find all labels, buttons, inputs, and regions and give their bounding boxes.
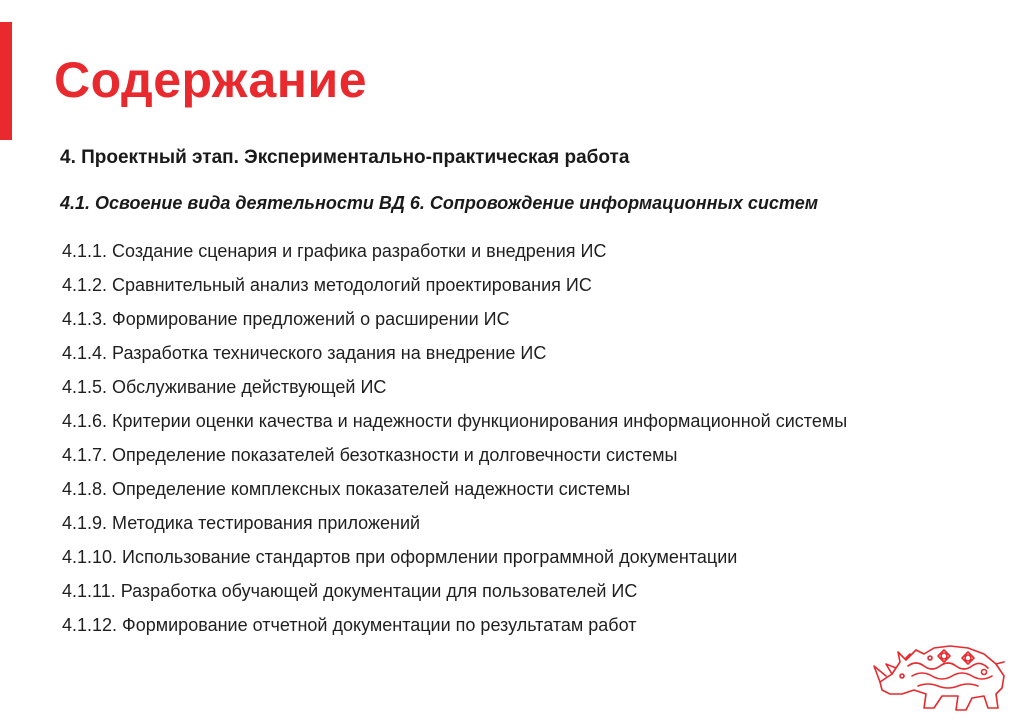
contents-item: 4.1.6. Критерии оценки качества и надежности функционирования информационной системы [62, 411, 848, 431]
contents-item: 4.1.11. Разработка обучающей документации для пользователей ИС [62, 581, 638, 601]
contents-item: 4.1.2. Сравнительный анализ методологий проектирования ИС [62, 275, 592, 295]
contents-item: 4.1.10. Использование стандартов при оформлении программной документации [62, 547, 738, 567]
accent-bar [0, 22, 12, 140]
contents-list [62, 234, 847, 642]
contents-item: 4.1.5. Обслуживание действующей ИС [62, 377, 387, 397]
rhino-logo-icon [872, 632, 1012, 716]
contents-item: 4.1.7. Определение показателей безотказности и долговечности системы [62, 445, 678, 465]
section-heading: 4. Проектный этап. Экспериментально-практическая работа [60, 147, 630, 168]
contents-item: 4.1.1. Создание сценария и графика разработки и внедрения ИС [62, 241, 607, 261]
contents-item: 4.1.3. Формирование предложений о расширении ИС [62, 309, 510, 329]
contents-item: 4.1.4. Разработка технического задания на внедрение ИС [62, 343, 547, 363]
contents-item: 4.1.9. Методика тестирования приложений [62, 513, 421, 533]
contents-item: 4.1.8. Определение комплексных показателей надежности системы [62, 479, 631, 499]
page-title: Содержание [54, 52, 368, 108]
contents-item: 4.1.12. Формирование отчетной документации по результатам работ [62, 615, 637, 635]
subsection-heading: 4.1. Освоение вида деятельности ВД 6. Сопровождение информационных систем [60, 193, 819, 213]
